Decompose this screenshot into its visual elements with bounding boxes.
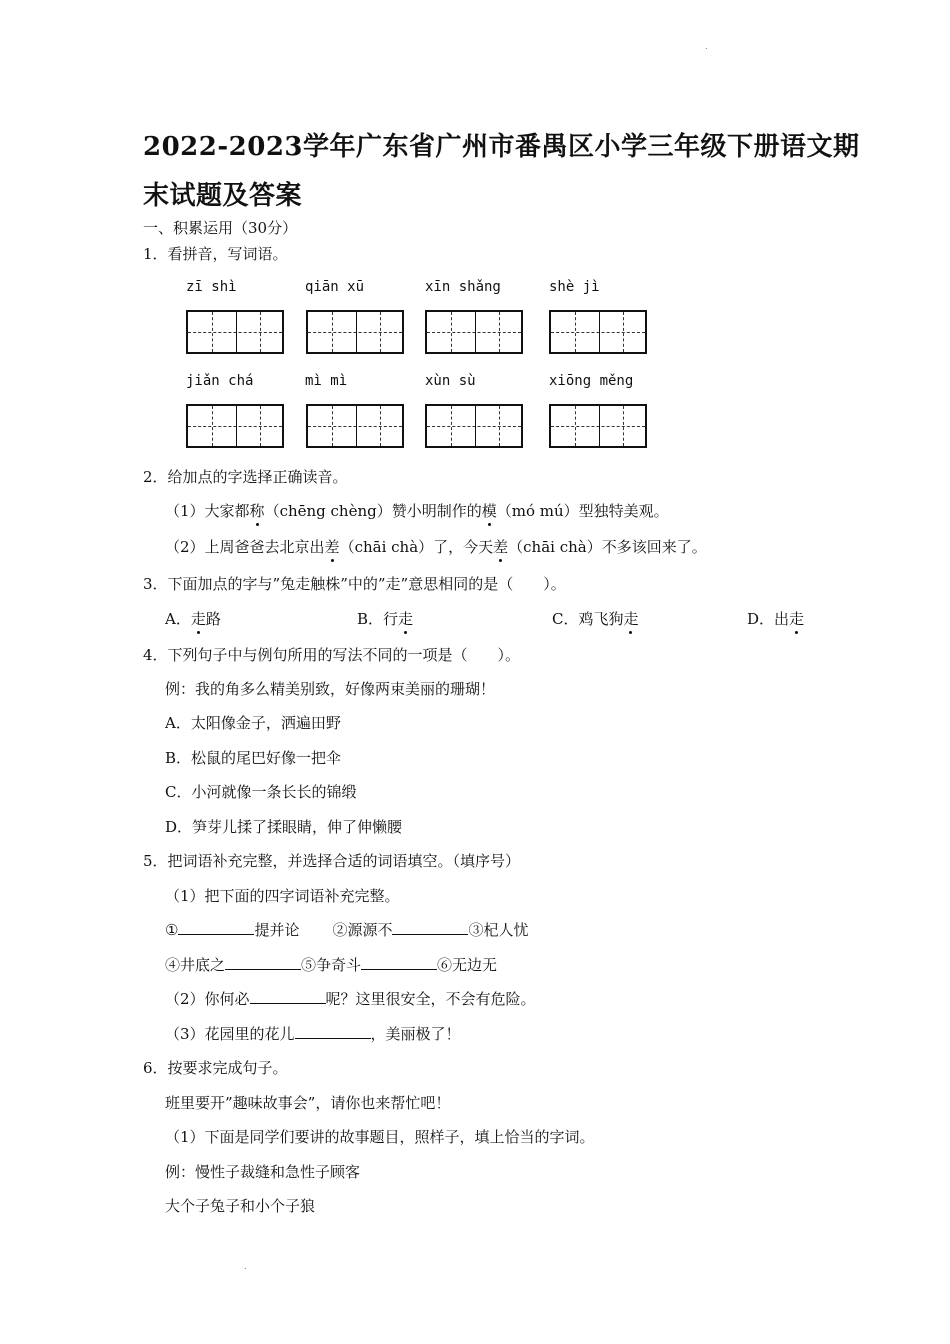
q3-option-c[interactable] <box>552 609 639 629</box>
q4-option-d[interactable]: D．笋芽儿揉了揉眼睛，伸了伸懒腰 <box>165 818 403 836</box>
q1-stem: 1．看拼音，写词语。 <box>143 245 288 263</box>
text-segment: （2）上周爸爸去北京出 <box>165 538 325 556</box>
q5-sub3 <box>165 1024 461 1044</box>
writing-grid-box[interactable] <box>306 404 404 448</box>
fill-blank[interactable] <box>178 920 254 935</box>
text-segment: 呢？这里很安全，不会有危险。 <box>325 990 536 1008</box>
text-segment: （mó mú）型独特美观。 <box>496 502 669 520</box>
fill-blank[interactable] <box>361 955 437 970</box>
q4-option-b[interactable]: B．松鼠的尾巴好像一把伞 <box>165 749 342 767</box>
text-segment: （1）大家都 <box>165 502 250 520</box>
option-label: A． <box>165 610 191 628</box>
dotted-char: 差 <box>324 538 340 556</box>
q4-option-c[interactable]: C．小河就像一条长长的锦缎 <box>165 783 357 801</box>
text-segment: ，美丽极了！ <box>370 1025 461 1043</box>
text-segment: 路 <box>205 610 221 628</box>
dotted-char: 走 <box>623 610 639 628</box>
word-text: ②源源不 <box>332 921 393 939</box>
pinyin-label: zī shì <box>186 279 237 295</box>
text-segment: （chēng chèng）赞小明制作的 <box>264 502 482 520</box>
pinyin-label: jiǎn chá <box>186 373 254 389</box>
q4-example: 例：我的角多么精美别致，好像两束美丽的珊瑚！ <box>165 680 496 698</box>
pinyin-label: mì mì <box>305 373 348 389</box>
q4-option-a[interactable]: A．太阳像金子，洒遍田野 <box>165 714 341 732</box>
fill-blank[interactable] <box>392 920 468 935</box>
pinyin-label: xīn shǎng <box>425 279 501 295</box>
q4-stem: 4．下列句子中与例句所用的写法不同的一项是（ ）。 <box>143 646 521 664</box>
q2-stem: 2．给加点的字选择正确读音。 <box>143 468 348 486</box>
q6-sub1: （1）下面是同学们要讲的故事题目，照样子，填上恰当的字词。 <box>165 1128 595 1146</box>
footer-dot: . <box>244 1262 247 1271</box>
q2-item-2 <box>165 537 707 557</box>
text-segment: （chāi chà）不多该回来了。 <box>508 538 707 556</box>
text-segment: （chāi chà）了，今天 <box>339 538 494 556</box>
fill-blank[interactable] <box>225 955 301 970</box>
q5-sub1: （1）把下面的四字词语补充完整。 <box>165 887 400 905</box>
writing-grid-box[interactable] <box>549 310 647 354</box>
word-text: ⑥无边无 <box>437 956 498 974</box>
text-segment: （2）你何必 <box>165 990 250 1008</box>
word-text: ⑤争奇斗 <box>301 956 362 974</box>
dotted-char: 走 <box>398 610 414 628</box>
fill-blank[interactable] <box>250 989 326 1004</box>
word-text: ④井底之 <box>165 956 226 974</box>
pinyin-label: xiōng měng <box>549 373 634 389</box>
writing-grid-box[interactable] <box>186 404 284 448</box>
q6-stem: 6．按要求完成句子。 <box>143 1059 288 1077</box>
pinyin-label: xùn sù <box>425 373 476 389</box>
q3-stem: 3．下面加点的字与”兔走触株”中的”走”意思相同的是（ ）。 <box>143 575 566 593</box>
q5-words-row2 <box>165 955 497 975</box>
dotted-char: 走 <box>789 610 805 628</box>
q5-words-row1 <box>165 920 529 940</box>
q6-intro: 班里要开”趣味故事会”，请你也来帮忙吧！ <box>165 1094 451 1112</box>
section-heading: 一、积累运用（30分） <box>143 219 298 237</box>
writing-grid-box[interactable] <box>186 310 284 354</box>
writing-grid-box[interactable] <box>549 404 647 448</box>
header-dot: . <box>705 42 708 51</box>
q3-option-d[interactable] <box>747 609 804 629</box>
dotted-char: 模 <box>481 502 497 520</box>
fill-blank[interactable] <box>295 1024 371 1039</box>
dotted-char: 差 <box>493 538 509 556</box>
word-number: ① <box>165 921 179 939</box>
q3-option-b[interactable] <box>357 609 413 629</box>
pinyin-label: qiān xū <box>305 279 365 295</box>
dotted-char: 走 <box>190 610 206 628</box>
page-title-continued: 末试题及答案 <box>143 181 303 211</box>
writing-grid-box[interactable] <box>306 310 404 354</box>
q5-sub2 <box>165 989 536 1009</box>
q5-stem: 5．把词语补充完整，并选择合适的词语填空。（填序号） <box>143 852 521 870</box>
word-text: ③杞人忧 <box>468 921 529 939</box>
option-label: B．行 <box>357 610 399 628</box>
pinyin-label: shè jì <box>549 279 600 295</box>
option-label: C．鸡飞狗 <box>552 610 624 628</box>
option-label: D．出 <box>747 610 790 628</box>
page-title: 2022-2023学年广东省广州市番禺区小学三年级下册语文期 <box>143 132 860 162</box>
word-text: 提并论 <box>254 921 300 939</box>
q2-item-1 <box>165 501 669 521</box>
dotted-char: 称 <box>249 502 265 520</box>
text-segment: （3）花园里的花儿 <box>165 1025 295 1043</box>
q6-example: 例：慢性子裁缝和急性子顾客 <box>165 1163 361 1181</box>
q6-answer-line: 大个子兔子和小个子狼 <box>165 1197 316 1215</box>
writing-grid-box[interactable] <box>425 310 523 354</box>
writing-grid-box[interactable] <box>425 404 523 448</box>
q3-option-a[interactable] <box>165 609 221 629</box>
